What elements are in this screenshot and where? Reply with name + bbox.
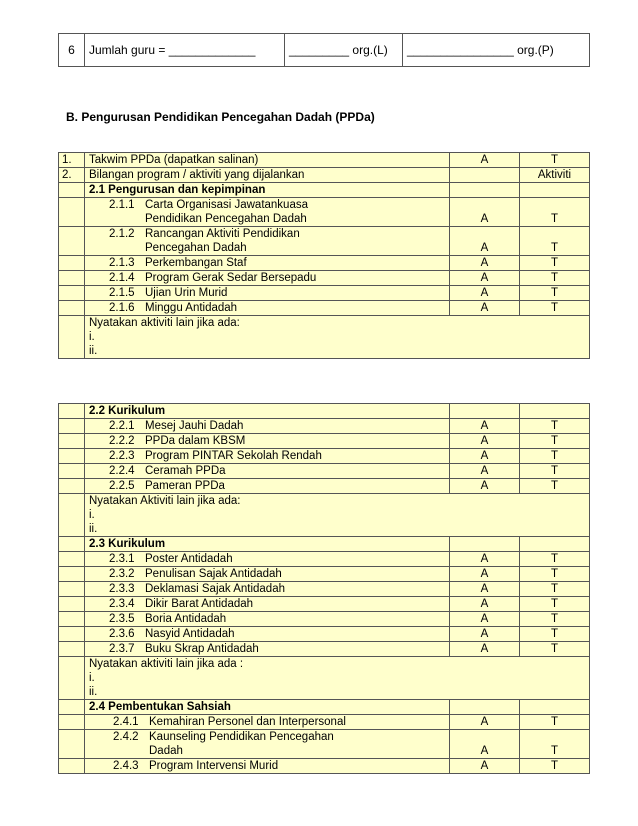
item-label: Kemahiran Personel dan Interpersonal	[149, 716, 346, 728]
column-a-mark: A	[450, 612, 520, 627]
other-activities-note: Nyatakan Aktiviti lain jika ada:	[89, 495, 241, 507]
empty-cell	[59, 552, 85, 567]
item-code: 2.2.5	[109, 480, 135, 492]
column-a-mark: A	[450, 153, 520, 168]
item-text	[85, 198, 450, 227]
subsection-row	[59, 183, 590, 198]
item-text	[85, 597, 450, 612]
item-code: 2.1.1	[109, 199, 135, 211]
column-a-mark: A	[450, 759, 520, 774]
empty-cell	[59, 582, 85, 597]
item-text	[85, 582, 450, 597]
empty-cell	[59, 715, 85, 730]
empty-cell	[59, 227, 85, 256]
empty-cell	[59, 759, 85, 774]
empty-cell	[520, 700, 590, 715]
column-t-mark: T	[520, 198, 590, 227]
item-code: 2.2.3	[109, 450, 135, 462]
table-row	[59, 612, 590, 627]
entry-ii: ii.	[89, 523, 98, 535]
column-t-mark: T	[520, 479, 590, 494]
item-text	[85, 256, 450, 271]
empty-cell	[450, 168, 520, 183]
empty-cell	[59, 404, 85, 419]
item-line1: Rancangan Aktiviti Pendidikan	[145, 228, 300, 240]
row-number: 6	[59, 34, 85, 67]
empty-cell	[59, 316, 85, 359]
item-text	[85, 567, 450, 582]
empty-cell	[59, 434, 85, 449]
empty-cell	[59, 700, 85, 715]
subsection-row	[59, 537, 590, 552]
column-a-mark: A	[450, 301, 520, 316]
item-line2: Pendidikan Pencegahan Dadah	[145, 213, 307, 225]
row-text: Bilangan program / aktiviti yang dijalankan	[85, 168, 450, 183]
empty-cell	[59, 597, 85, 612]
column-a-mark: A	[450, 271, 520, 286]
subsection-title: 2.3 Kurikulum	[85, 537, 450, 552]
column-a-mark: A	[450, 730, 520, 759]
entry-i: i.	[89, 672, 95, 684]
column-t-mark: T	[520, 730, 590, 759]
entry-ii: ii.	[89, 345, 98, 357]
empty-cell	[59, 537, 85, 552]
item-label: Program PINTAR Sekolah Rendah	[145, 450, 322, 462]
table-row	[59, 552, 590, 567]
empty-cell	[59, 256, 85, 271]
table-row	[59, 642, 590, 657]
item-label: Pameran PPDa	[145, 480, 225, 492]
table-row	[59, 198, 590, 227]
entry-ii: ii.	[89, 686, 98, 698]
empty-cell	[59, 286, 85, 301]
table-row	[59, 227, 590, 256]
table-row	[59, 730, 590, 759]
table-row	[59, 168, 590, 183]
item-text	[85, 612, 450, 627]
item-text	[85, 730, 450, 759]
empty-cell	[59, 657, 85, 700]
item-code: 2.1.2	[109, 228, 135, 240]
item-text	[85, 627, 450, 642]
item-text	[85, 449, 450, 464]
column-a-mark: A	[450, 552, 520, 567]
subsection-row	[59, 404, 590, 419]
column-a-mark: A	[450, 419, 520, 434]
item-label: Boria Antidadah	[145, 613, 227, 625]
column-t-mark: T	[520, 434, 590, 449]
item-label: Buku Skrap Antidadah	[145, 643, 259, 655]
item-text	[85, 301, 450, 316]
empty-cell	[59, 627, 85, 642]
empty-cell	[450, 700, 520, 715]
column-t-mark: T	[520, 642, 590, 657]
column-t-mark: T	[520, 256, 590, 271]
table-row	[59, 567, 590, 582]
other-activities-cell	[85, 316, 590, 359]
column-t-mark: T	[520, 715, 590, 730]
column-a-mark: A	[450, 286, 520, 301]
table-row	[59, 153, 590, 168]
empty-cell	[59, 642, 85, 657]
table-row	[59, 597, 590, 612]
item-code: 2.3.5	[109, 613, 135, 625]
other-activities-row	[59, 657, 590, 700]
row-number: 2.	[59, 168, 85, 183]
empty-cell	[59, 464, 85, 479]
column-t-mark: T	[520, 419, 590, 434]
table-row	[59, 256, 590, 271]
table-row	[59, 627, 590, 642]
table-row	[59, 479, 590, 494]
item-code: 2.4.2	[113, 731, 139, 743]
item-line2: Dadah	[149, 745, 183, 757]
item-line1: Kaunseling Pendidikan Pencegahan	[149, 731, 334, 743]
item-line2: Pencegahan Dadah	[145, 242, 247, 254]
item-text	[85, 286, 450, 301]
other-activities-row	[59, 494, 590, 537]
empty-cell	[520, 537, 590, 552]
empty-cell	[59, 479, 85, 494]
column-t-mark: T	[520, 567, 590, 582]
item-code: 2.2.1	[109, 420, 135, 432]
column-a-mark: A	[450, 642, 520, 657]
item-label: PPDa dalam KBSM	[145, 435, 246, 447]
column-t-mark: T	[520, 227, 590, 256]
other-activities-note: Nyatakan aktiviti lain jika ada:	[89, 317, 240, 329]
column-t-mark: T	[520, 627, 590, 642]
other-activities-cell	[85, 657, 590, 700]
column-t-mark: T	[520, 597, 590, 612]
empty-cell	[520, 404, 590, 419]
empty-cell	[450, 404, 520, 419]
item-code: 2.1.6	[109, 302, 135, 314]
column-t-mark: T	[520, 153, 590, 168]
column-a-mark: A	[450, 597, 520, 612]
section-b-title: B. Pengurusan Pendidikan Pencegahan Dadah (PPDa)	[66, 110, 375, 124]
column-a-mark: A	[450, 256, 520, 271]
empty-cell	[59, 567, 85, 582]
item-text	[85, 479, 450, 494]
subsection-row	[59, 700, 590, 715]
item-text	[85, 227, 450, 256]
ppda-curriculum-table	[58, 403, 590, 774]
column-t-mark: T	[520, 759, 590, 774]
empty-cell	[59, 449, 85, 464]
item-code: 2.3.4	[109, 598, 135, 610]
column-a-mark: A	[450, 479, 520, 494]
item-text	[85, 434, 450, 449]
subsection-title: 2.1 Pengurusan dan kepimpinan	[85, 183, 450, 198]
empty-cell	[59, 301, 85, 316]
empty-cell	[450, 183, 520, 198]
table-row	[59, 434, 590, 449]
column-t-mark: T	[520, 449, 590, 464]
column-a-mark: A	[450, 715, 520, 730]
item-label: Ceramah PPDa	[145, 465, 226, 477]
column-t-mark: T	[520, 286, 590, 301]
item-text	[85, 552, 450, 567]
other-activities-note: Nyatakan aktiviti lain jika ada :	[89, 658, 244, 670]
item-label: Minggu Antidadah	[145, 302, 238, 314]
other-activities-cell	[85, 494, 590, 537]
column-a-mark: A	[450, 567, 520, 582]
subsection-title: 2.4 Pembentukan Sahsiah	[85, 700, 450, 715]
empty-cell	[59, 494, 85, 537]
teacher-count-row	[59, 34, 590, 67]
table-row	[59, 419, 590, 434]
column-t-mark: T	[520, 464, 590, 479]
item-text	[85, 464, 450, 479]
row-number: 1.	[59, 153, 85, 168]
item-text	[85, 759, 450, 774]
empty-cell	[59, 183, 85, 198]
table-row	[59, 582, 590, 597]
item-label: Mesej Jauhi Dadah	[145, 420, 244, 432]
teacher-total-label: Jumlah guru = _____________	[85, 34, 285, 67]
empty-cell	[59, 730, 85, 759]
item-line1: Carta Organisasi Jawatankuasa	[145, 199, 308, 211]
item-code: 2.2.2	[109, 435, 135, 447]
item-code: 2.1.3	[109, 257, 135, 269]
entry-i: i.	[89, 509, 95, 521]
column-a-mark: A	[450, 198, 520, 227]
column-t-mark: T	[520, 582, 590, 597]
item-text	[85, 271, 450, 286]
table-row	[59, 715, 590, 730]
empty-cell	[520, 183, 590, 198]
entry-i: i.	[89, 331, 95, 343]
item-text	[85, 715, 450, 730]
other-activities-row	[59, 316, 590, 359]
column-t-mark: T	[520, 271, 590, 286]
column-a-mark: A	[450, 582, 520, 597]
item-label: Poster Antidadah	[145, 553, 233, 565]
item-label: Nasyid Antidadah	[145, 628, 235, 640]
item-code: 2.4.1	[113, 716, 139, 728]
column-a-mark: A	[450, 464, 520, 479]
item-code: 2.3.7	[109, 643, 135, 655]
item-label: Program Intervensi Murid	[149, 760, 279, 772]
column-t-mark: T	[520, 612, 590, 627]
item-code: 2.3.1	[109, 553, 135, 565]
empty-cell	[450, 537, 520, 552]
item-text	[85, 419, 450, 434]
item-label: Program Gerak Sedar Bersepadu	[145, 272, 317, 284]
row-text: Takwim PPDa (dapatkan salinan)	[85, 153, 450, 168]
empty-cell	[59, 612, 85, 627]
item-code: 2.1.5	[109, 287, 135, 299]
table-row	[59, 286, 590, 301]
item-label: Ujian Urin Murid	[145, 287, 228, 299]
item-code: 2.3.3	[109, 583, 135, 595]
column-t-mark: Aktiviti	[520, 168, 590, 183]
item-code: 2.2.4	[109, 465, 135, 477]
column-t-mark: T	[520, 552, 590, 567]
empty-cell	[59, 419, 85, 434]
column-a-mark: A	[450, 227, 520, 256]
item-label: Dikir Barat Antidadah	[145, 598, 254, 610]
empty-cell	[59, 271, 85, 286]
table-row	[59, 271, 590, 286]
item-code: 2.1.4	[109, 272, 135, 284]
column-a-mark: A	[450, 434, 520, 449]
ppda-management-table	[58, 152, 590, 359]
column-a-mark: A	[450, 449, 520, 464]
table-row	[59, 301, 590, 316]
teacher-count-table	[58, 33, 590, 67]
item-label: Deklamasi Sajak Antidadah	[145, 583, 285, 595]
column-a-mark: A	[450, 627, 520, 642]
table-row	[59, 449, 590, 464]
item-code: 2.3.6	[109, 628, 135, 640]
column-t-mark: T	[520, 301, 590, 316]
item-code: 2.4.3	[113, 760, 139, 772]
female-count-label: ________________ org.(P)	[403, 34, 590, 67]
subsection-title: 2.2 Kurikulum	[85, 404, 450, 419]
item-code: 2.3.2	[109, 568, 135, 580]
table-row	[59, 759, 590, 774]
item-text	[85, 642, 450, 657]
male-count-label: _________ org.(L)	[285, 34, 403, 67]
item-label: Penulisan Sajak Antidadah	[145, 568, 282, 580]
empty-cell	[59, 198, 85, 227]
item-label: Perkembangan Staf	[145, 257, 247, 269]
table-row	[59, 464, 590, 479]
